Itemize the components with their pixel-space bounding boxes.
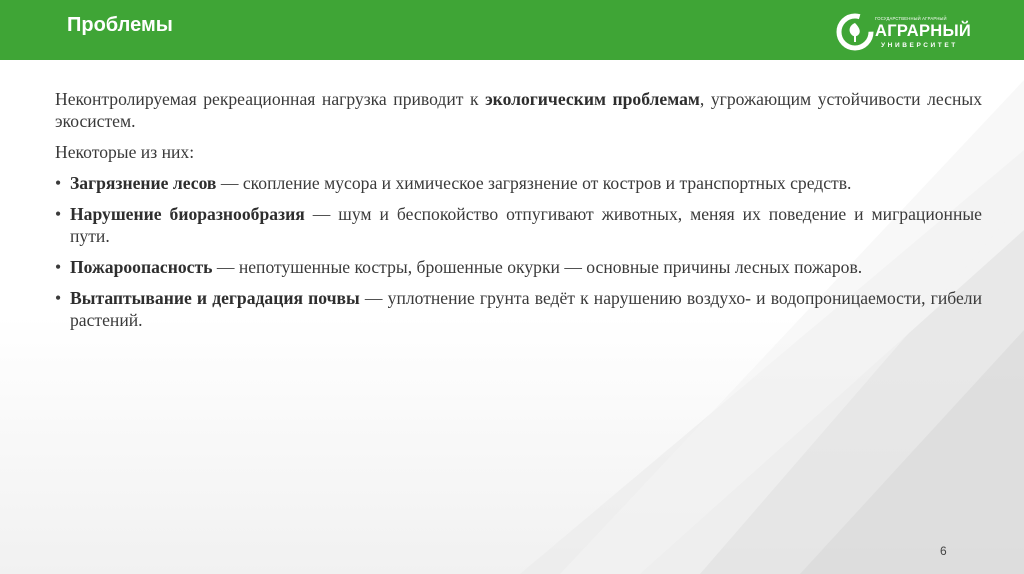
intro-paragraph — [55, 88, 982, 132]
list-item-text: — скопление мусора и химическое загрязнение от костров и транспортных средств. — [216, 173, 852, 193]
list-item-text: — непотушенные костры, брошенные окурки — основные причины лесных пожаров. — [212, 257, 863, 277]
intro-text-end: , угрожающим устойчивости лесных экосистем. — [55, 89, 983, 131]
bullet-icon: • — [55, 173, 62, 193]
list-item — [55, 172, 982, 194]
list-item-term: Нарушение биоразнообразия — [70, 204, 305, 224]
list-item — [55, 203, 982, 247]
slide-body — [55, 88, 982, 340]
logo-emblem-icon — [835, 12, 875, 52]
list-item-term: Загрязнение лесов — [70, 173, 217, 193]
header-bar — [0, 0, 1024, 60]
logo-wordmark: АГРАРНЫЙ — [875, 22, 972, 40]
list-item-text: — уплотнение грунта ведёт к нарушению воздухо- и водопроницаемости, гибели растений. — [70, 288, 982, 330]
list-item — [55, 287, 982, 331]
slide-title: Проблемы — [67, 14, 173, 36]
bullet-icon: • — [55, 204, 62, 224]
university-logo — [835, 10, 972, 54]
list-item — [55, 256, 982, 278]
page-number: 6 — [940, 544, 947, 558]
bullet-icon: • — [55, 257, 62, 277]
logo-subtitle: УНИВЕРСИТЕТ — [881, 42, 958, 49]
list-item-term: Пожароопасность — [70, 257, 213, 277]
bullet-icon: • — [55, 288, 62, 308]
lead-paragraph: Некоторые из них: — [55, 142, 195, 162]
logo-caption-top: ГОСУДАРСТВЕННЫЙ АГРАРНЫЙ — [875, 16, 947, 21]
intro-emphasis: экологическим проблемам — [485, 89, 700, 109]
problems-list — [55, 172, 982, 331]
list-item-term: Вытаптывание и деградация почвы — [70, 288, 360, 308]
list-item-text: — шум и беспокойство отпугивают животных, меняя их поведение и миграционные пути. — [70, 204, 982, 246]
intro-text-start: Неконтролируемая рекреационная нагрузка приводит к — [55, 89, 486, 109]
